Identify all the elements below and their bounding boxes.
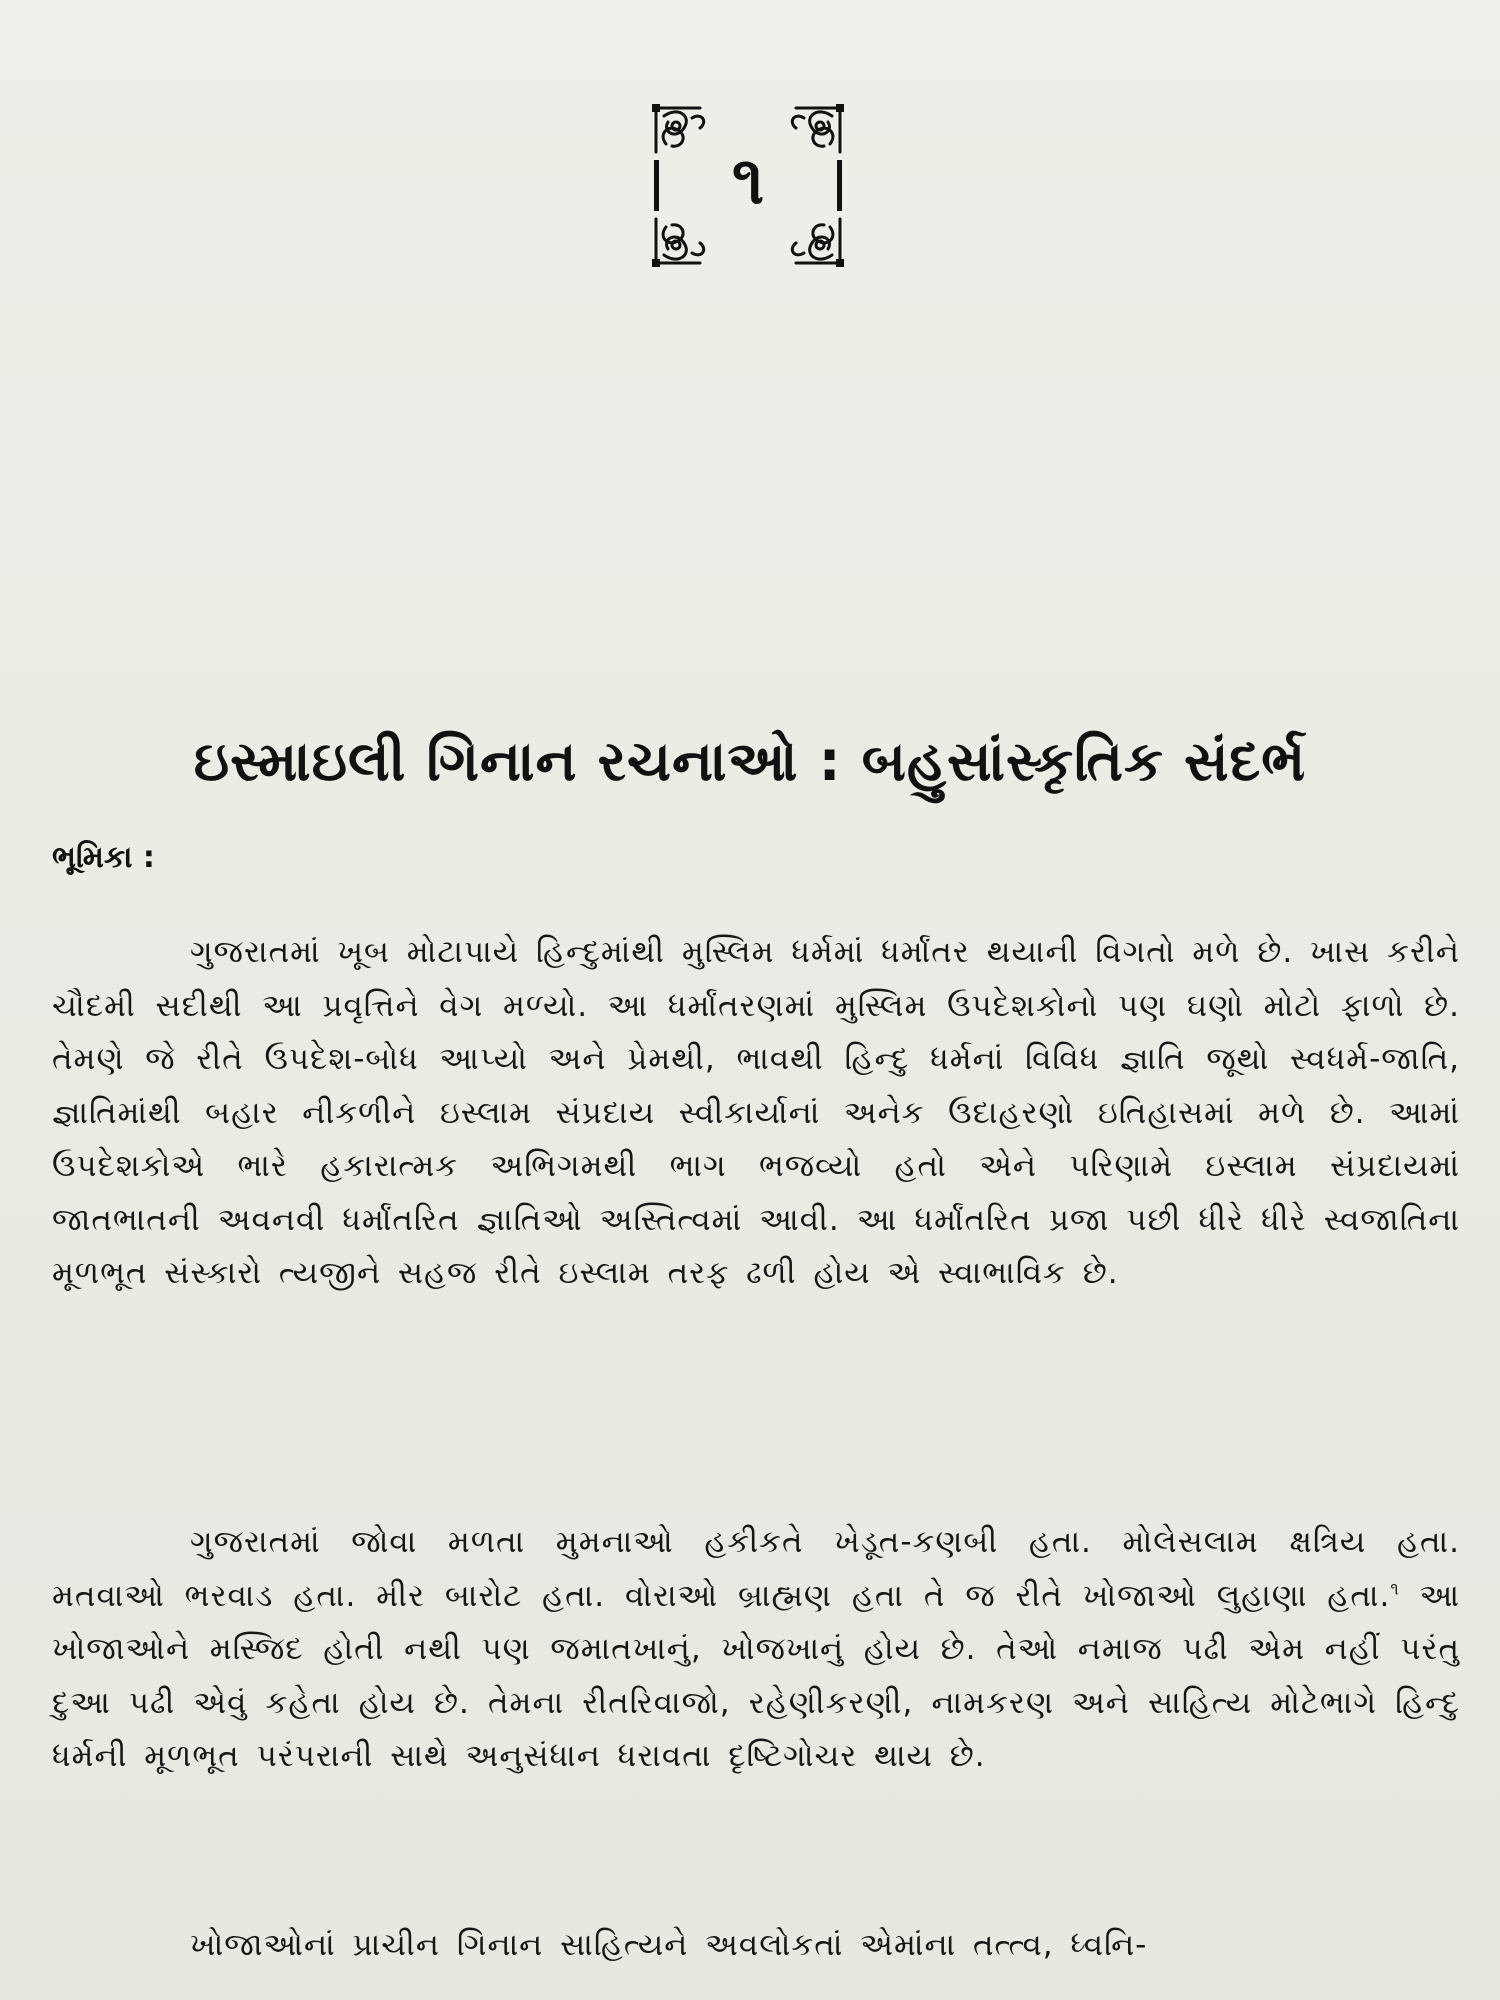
chapter-emblem bbox=[648, 98, 848, 273]
footnote-marker: ૧ bbox=[1390, 1579, 1400, 1600]
paragraph-2-text-before: ગુજરાતમાં જોવા મળતા મુમનાઓ હકીકતે ખેડૂત-કણબી હતા. મોલેસલામ ક્ષત્રિય હતા. મતવાઓ ભરવાડ હતા. મીર બારોટ હતા. વોરાઓ બ્રાહ્મણ હતા તે જ રીતે ખોજાઓ લુહાણા હતા. bbox=[52, 1524, 1460, 1614]
chapter-title: ઇસ્માઇલી ગિનાન રચનાઓ : બહુસાંસ્કૃતિક સંદર્ભ bbox=[193, 728, 1307, 793]
paragraph-1: ગુજરાતમાં ખૂબ મોટાપાયે હિન્દુમાંથી મુસ્લિમ ધર્મમાં ધર્માંતર થયાની વિગતો મળે છે. ખાસ કરીને ચૌદમી સદીથી આ પ્રવૃત્તિને વેગ મળ્યો. આ ધર્માંતરણમાં મુસ્લિમ ઉપદેશકોનો પણ ઘણો મોટો ફાળો છે. તેમણે જે રીતે ઉપદેશ-બોધ આપ્યો અને પ્રેમથી, ભાવથી હિન્દુ ધર્મનાં વિવિધ જ્ઞાતિ જૂથો સ્વધર્મ-જાતિ, જ્ઞાતિમાંથી બહાર નીકળીને ઇસ્લામ સંપ્રદાય સ્વીકાર્યાનાં અનેક ઉદાહરણો ઇતિહાસમાં મળે છે. આમાં ઉપદેશકોએ ભારે હકારાત્મક અભિગમથી ભાગ ભજવ્યો હતો એને પરિણામે ઇસ્લામ સંપ્રદાયમાં જાતભાતની અવનવી ધર્માંતરિત જ્ઞાતિઓ અસ્તિત્વમાં આવી. આ ધર્માંતરિત પ્રજા પછી ધીરે ધીરે સ્વજાતિના મૂળભૂત સંસ્કારો ત્યજીને સહજ રીતે ઇસ્લામ તરફ ઢળી હોય એ સ્વાભાવિક છે. bbox=[52, 934, 1460, 1291]
paragraph-3: ખોજાઓનાં પ્રાચીન ગિનાન સાહિત્યને અવલોકતાં એમાંના તત્ત્વ, ધ્વનિ- bbox=[190, 1927, 1148, 1963]
chapter-number: ૧ bbox=[731, 142, 765, 219]
paragraph-2-text-after: આ ખોજાઓને મસ્જિદ હોતી નથી પણ જમાતખાનું, ખોજખાનું હોય છે. તેઓ નમાજ પઢી એમ નહીં પરંતુ દુઆ પઢી એવું કહેતા હોય છે. તેમના રીતરિવાજો, રહેણીકરણી, નામકરણ અને સાહિત્ય મોટેભાગે હિન્દુ ધર્મની મૂળભૂત પરંપરાની સાથે અનુસંધાન ધરાવતા દૃષ્ટિગોચર થાય છે. bbox=[52, 1577, 1460, 1774]
paragraph-2 bbox=[52, 1516, 1460, 1784]
section-heading: ભૂમિકા : bbox=[52, 840, 155, 875]
